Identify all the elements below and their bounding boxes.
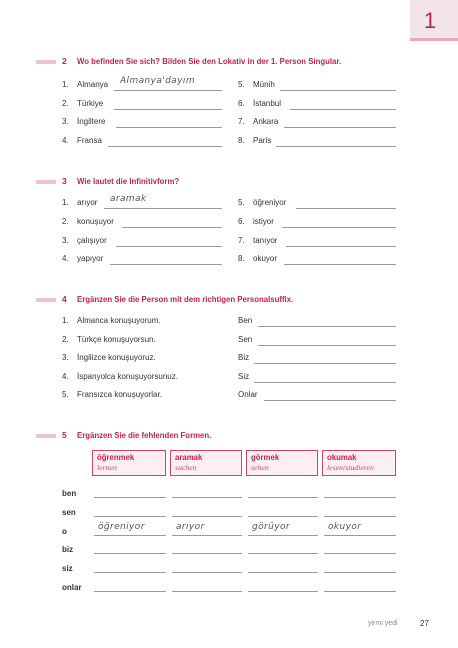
exercise-5-number: 5 <box>62 430 67 440</box>
item-number: 4. <box>62 254 69 263</box>
verb-translation: suchen <box>175 463 197 472</box>
item-word: konuşuyor <box>77 217 114 226</box>
item-word: Münih <box>253 80 275 89</box>
item-word: İngiltere <box>77 117 106 126</box>
item-word: İstanbul <box>253 99 282 108</box>
item-number: 4. <box>62 136 69 145</box>
item-number: 1. <box>62 198 69 207</box>
handwritten-answer: öğreniyor <box>98 522 145 532</box>
item-word: Türkiye <box>77 99 104 108</box>
verb-header-box <box>246 450 318 476</box>
exercise-marker <box>36 60 56 64</box>
grid-answer-line[interactable] <box>248 497 318 498</box>
grid-answer-line[interactable] <box>324 497 396 498</box>
grid-answer-line[interactable] <box>172 535 242 536</box>
verb-header-box <box>170 450 242 476</box>
item-pronoun: Onlar <box>238 390 258 399</box>
item-number: 2. <box>62 99 69 108</box>
answer-line[interactable] <box>108 146 222 147</box>
verb-infinitive: aramak <box>175 453 203 462</box>
exercise-marker <box>36 434 56 438</box>
item-number: 4. <box>62 372 69 381</box>
answer-line[interactable] <box>122 227 222 228</box>
item-sentence: İspanyolca konuşuyorsunuz. <box>77 372 178 381</box>
grid-answer-line[interactable] <box>94 497 166 498</box>
grid-answer-line[interactable] <box>248 553 318 554</box>
pronoun-ben: ben <box>62 489 77 498</box>
answer-line[interactable] <box>280 90 396 91</box>
page-number-words: yirmi yedi <box>368 620 398 627</box>
item-number: 6. <box>238 217 245 226</box>
handwritten-answer: arıyor <box>176 522 205 532</box>
answer-line[interactable] <box>254 363 396 364</box>
pronoun-biz: biz <box>62 545 74 554</box>
item-word: Almanya <box>77 80 109 89</box>
grid-answer-line[interactable] <box>324 516 396 517</box>
grid-answer-line[interactable] <box>324 591 396 592</box>
grid-answer-line[interactable] <box>248 572 318 573</box>
grid-answer-line[interactable] <box>324 535 396 536</box>
item-word: okuyor <box>253 254 278 263</box>
grid-answer-line[interactable] <box>94 516 166 517</box>
answer-line[interactable] <box>258 326 396 327</box>
item-number: 3. <box>62 353 69 362</box>
item-number: 1. <box>62 80 69 89</box>
verb-infinitive: görmek <box>251 453 280 462</box>
item-number: 3. <box>62 117 69 126</box>
answer-line[interactable] <box>110 264 222 265</box>
verb-translation: lesen/studieren <box>327 463 374 472</box>
item-word: istiyor <box>253 217 274 226</box>
item-number: 8. <box>238 254 245 263</box>
answer-line[interactable] <box>282 227 396 228</box>
grid-answer-line[interactable] <box>248 516 318 517</box>
exercise-3-title: Wie lautet die Infinitivform? <box>77 177 180 186</box>
item-number: 5. <box>238 80 245 89</box>
answer-line[interactable] <box>264 400 396 401</box>
item-word: öğreniyor <box>253 198 287 207</box>
verb-translation: lernen <box>97 463 117 472</box>
answer-line[interactable] <box>284 264 396 265</box>
exercise-4-title: Ergänzen Sie die Person mit dem richtigen Personalsuffix. <box>77 295 294 304</box>
grid-answer-line[interactable] <box>172 497 242 498</box>
answer-line[interactable] <box>284 127 396 128</box>
answer-line[interactable] <box>254 382 396 383</box>
item-word: çalışıyor <box>77 236 107 245</box>
pronoun-siz: siz <box>62 564 73 573</box>
pronoun-sen: sen <box>62 508 76 517</box>
item-pronoun: Sen <box>238 335 253 344</box>
grid-answer-line[interactable] <box>248 535 318 536</box>
answer-line[interactable] <box>258 345 396 346</box>
answer-line[interactable] <box>296 208 396 209</box>
grid-answer-line[interactable] <box>172 553 242 554</box>
verb-translation: sehen <box>251 463 269 472</box>
chapter-tab-underline <box>410 38 458 41</box>
item-word: arıyor <box>77 198 98 207</box>
grid-answer-line[interactable] <box>324 553 396 554</box>
item-number: 5. <box>238 198 245 207</box>
handwritten-answer: okuyor <box>328 522 362 532</box>
exercise-5-title: Ergänzen Sie die fehlenden Formen. <box>77 431 212 440</box>
grid-answer-line[interactable] <box>94 535 166 536</box>
item-number: 8. <box>238 136 245 145</box>
exercise-3-number: 3 <box>62 176 67 186</box>
grid-answer-line[interactable] <box>172 516 242 517</box>
exercise-2-number: 2 <box>62 56 67 66</box>
exercise-2-title: Wo befinden Sie sich? Bilden Sie den Lokativ in der 1. Person Singular. <box>77 57 342 66</box>
item-word: Ankara <box>253 117 279 126</box>
page-number: 27 <box>420 619 429 628</box>
item-number: 2. <box>62 335 69 344</box>
answer-line[interactable] <box>114 90 222 91</box>
item-number: 6. <box>238 99 245 108</box>
pronoun-o: o <box>62 527 67 536</box>
grid-answer-line[interactable] <box>324 572 396 573</box>
answer-line[interactable] <box>276 146 396 147</box>
pronoun-onlar: onlar <box>62 583 82 592</box>
grid-answer-line[interactable] <box>248 591 318 592</box>
verb-infinitive: öğrenmek <box>97 453 135 462</box>
item-number: 1. <box>62 316 69 325</box>
item-sentence: Fransızca konuşuyorlar. <box>77 390 162 399</box>
exercise-4-number: 4 <box>62 294 67 304</box>
item-word: Paris <box>253 136 272 145</box>
grid-answer-line[interactable] <box>94 553 166 554</box>
handwritten-answer: Almanya'dayım <box>120 76 195 86</box>
grid-answer-line[interactable] <box>94 572 166 573</box>
item-pronoun: Ben <box>238 316 253 325</box>
answer-line[interactable] <box>116 246 222 247</box>
item-number: 7. <box>238 236 245 245</box>
item-word: yapıyor <box>77 254 104 263</box>
item-word: Fransa <box>77 136 102 145</box>
item-word: tanıyor <box>253 236 278 245</box>
answer-line[interactable] <box>286 246 396 247</box>
item-sentence: İngilizce konuşuyoruz. <box>77 353 156 362</box>
item-number: 7. <box>238 117 245 126</box>
answer-line[interactable] <box>116 127 222 128</box>
item-pronoun: Siz <box>238 372 250 381</box>
item-sentence: Türkçe konuşuyorsun. <box>77 335 156 344</box>
grid-answer-line[interactable] <box>172 591 242 592</box>
item-pronoun: Biz <box>238 353 250 362</box>
exercise-marker <box>36 298 56 302</box>
item-number: 5. <box>62 390 69 399</box>
answer-line[interactable] <box>114 109 222 110</box>
handwritten-answer: aramak <box>110 194 147 204</box>
grid-answer-line[interactable] <box>94 591 166 592</box>
verb-header-box <box>92 450 166 476</box>
chapter-number: 1 <box>423 8 437 33</box>
handwritten-answer: görüyor <box>252 522 290 532</box>
answer-line[interactable] <box>104 208 222 209</box>
answer-line[interactable] <box>290 109 396 110</box>
item-sentence: Almanca konuşuyorum. <box>77 316 161 325</box>
grid-answer-line[interactable] <box>172 572 242 573</box>
item-number: 3. <box>62 236 69 245</box>
item-number: 2. <box>62 217 69 226</box>
verb-header-box <box>322 450 396 476</box>
exercise-marker <box>36 180 56 184</box>
verb-infinitive: okumak <box>327 453 357 462</box>
